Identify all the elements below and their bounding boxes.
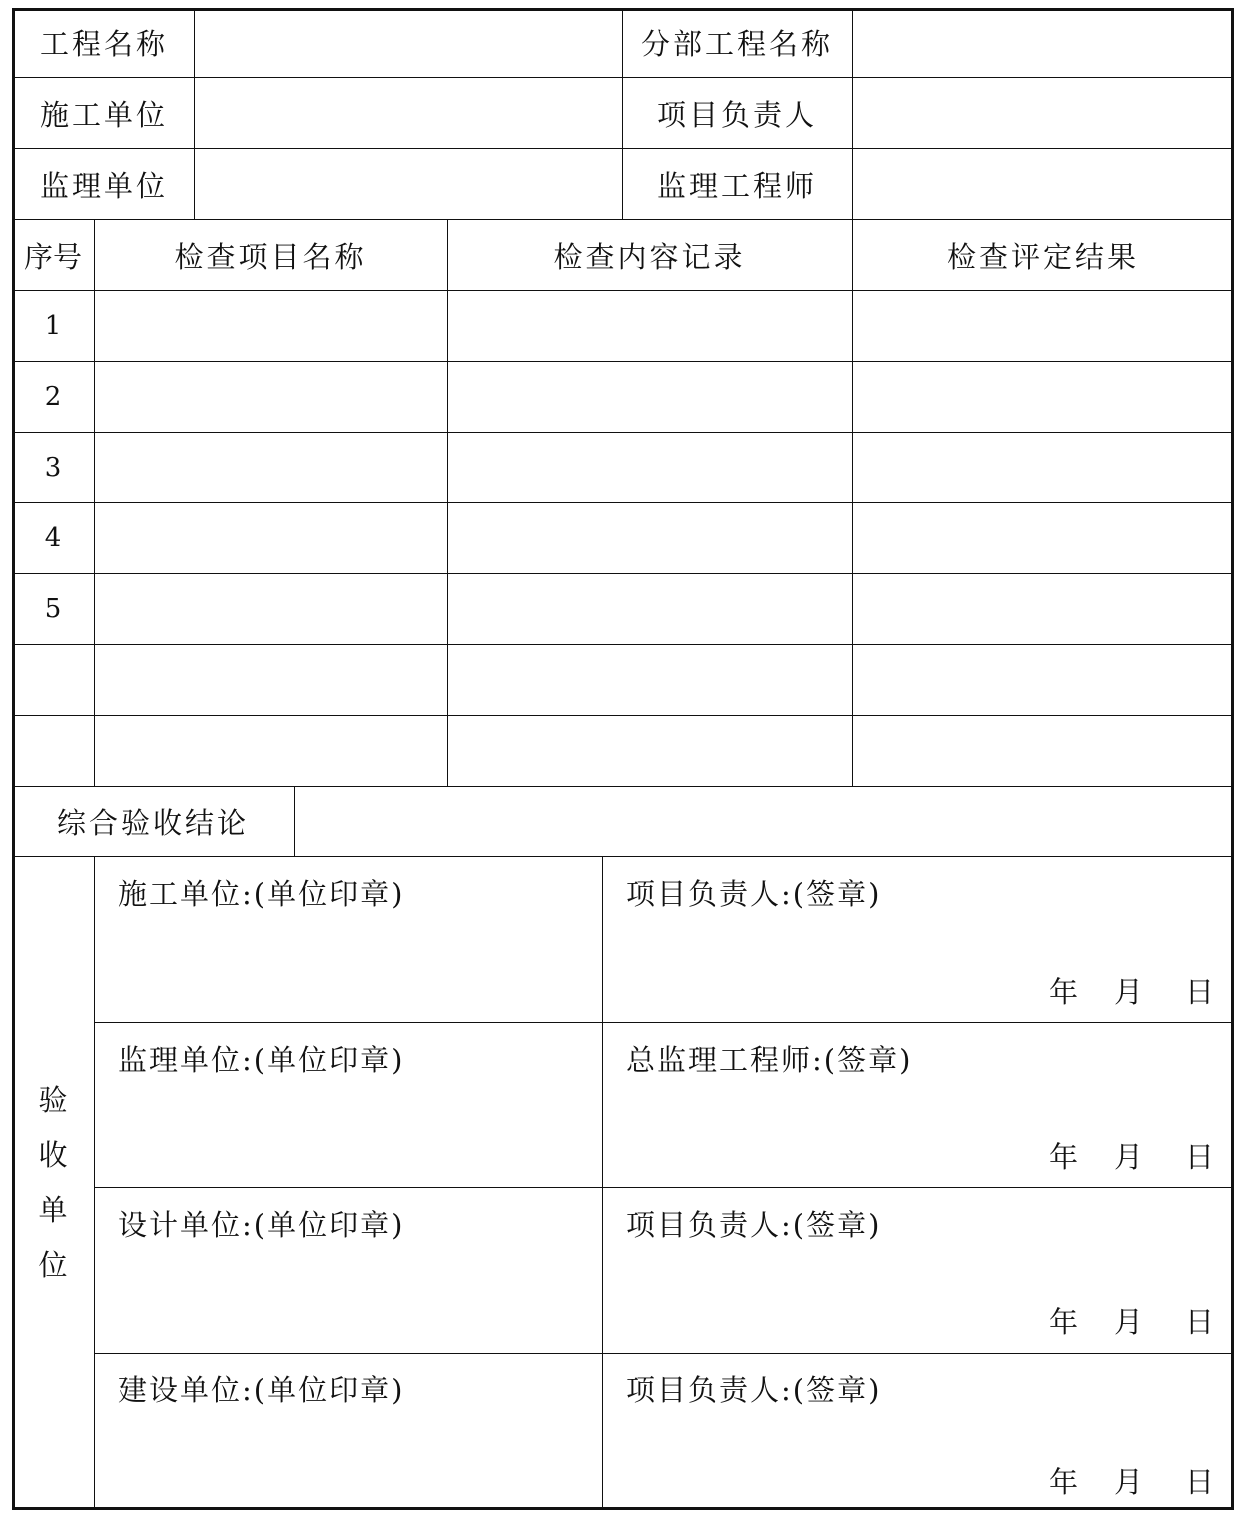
column-header-record: 检查内容记录 <box>553 239 746 274</box>
date-month: 月 <box>1114 1465 1144 1499</box>
row-number: 4 <box>44 523 62 553</box>
designer-seal-label: 设计单位:(单位印章) <box>118 1208 405 1242</box>
date-day: 日 <box>1185 975 1215 1009</box>
rule <box>12 502 1234 503</box>
project-name-field[interactable] <box>196 10 620 76</box>
supervising-engineer-label: 监理工程师 <box>656 168 817 203</box>
contractor-label: 施工单位 <box>40 97 169 132</box>
supervisor-seal-label: 监理单位:(单位印章) <box>118 1043 405 1077</box>
date-year: 年 <box>1049 1465 1079 1499</box>
date-month: 月 <box>1114 975 1144 1009</box>
rule <box>12 856 1234 857</box>
date-year: 年 <box>1049 975 1079 1009</box>
rule <box>194 8 195 219</box>
project-manager-field[interactable] <box>854 79 1232 147</box>
date-day: 日 <box>1185 1305 1215 1339</box>
date-month: 月 <box>1114 1140 1144 1174</box>
chief-engineer-signer-label: 总监理工程师:(签章) <box>626 1043 913 1077</box>
rule <box>602 856 603 1510</box>
side-label-char: 验 <box>38 1083 68 1117</box>
rule <box>12 573 1234 574</box>
contractor-seal-label: 施工单位:(单位印章) <box>118 877 405 911</box>
rule <box>12 361 1234 362</box>
row-number: 1 <box>44 311 62 341</box>
owner-seal-label: 建设单位:(单位印章) <box>118 1373 405 1407</box>
owner-signer-label: 项目负责人:(签章) <box>626 1373 882 1407</box>
contractor-signer-label: 项目负责人:(签章) <box>626 877 882 911</box>
column-header-seq: 序号 <box>23 239 82 274</box>
side-label-char: 收 <box>38 1138 68 1172</box>
rule <box>12 432 1234 433</box>
row-number: 3 <box>44 452 62 483</box>
subproject-name-label: 分部工程名称 <box>640 27 833 61</box>
row-number: 2 <box>44 382 62 412</box>
row-number: 5 <box>44 594 62 624</box>
side-label-char: 位 <box>38 1248 68 1282</box>
designer-signer-label: 项目负责人:(签章) <box>626 1208 882 1242</box>
project-name-label: 工程名称 <box>40 27 169 61</box>
rule <box>94 219 95 786</box>
rule <box>94 1187 1234 1188</box>
date-day: 日 <box>1185 1140 1215 1174</box>
rule <box>94 1353 1234 1354</box>
conclusion-label: 综合验收结论 <box>56 806 249 840</box>
contractor-field[interactable] <box>196 79 620 147</box>
rule <box>12 290 1234 291</box>
rule <box>294 786 295 856</box>
column-header-result: 检查评定结果 <box>946 239 1139 274</box>
date-month: 月 <box>1114 1305 1144 1339</box>
date-day: 日 <box>1185 1465 1215 1499</box>
row-number <box>12 645 94 715</box>
rule <box>94 1022 1234 1023</box>
side-label-char: 单 <box>38 1193 68 1227</box>
rule <box>94 856 95 1510</box>
rule <box>852 8 853 786</box>
column-header-item-name: 检查项目名称 <box>174 239 367 274</box>
row-number <box>12 716 94 786</box>
subproject-name-field[interactable] <box>854 10 1232 76</box>
rule <box>447 219 448 786</box>
date-year: 年 <box>1049 1140 1079 1174</box>
date-year: 年 <box>1049 1305 1079 1339</box>
project-manager-label: 项目负责人 <box>656 97 817 132</box>
rule <box>12 715 1234 716</box>
rule <box>12 644 1234 645</box>
supervising-engineer-field[interactable] <box>854 150 1232 218</box>
acceptance-side-label <box>33 1073 73 1293</box>
conclusion-field[interactable] <box>296 788 1232 855</box>
supervisor-label: 监理单位 <box>40 168 169 203</box>
supervisor-field[interactable] <box>196 150 620 218</box>
